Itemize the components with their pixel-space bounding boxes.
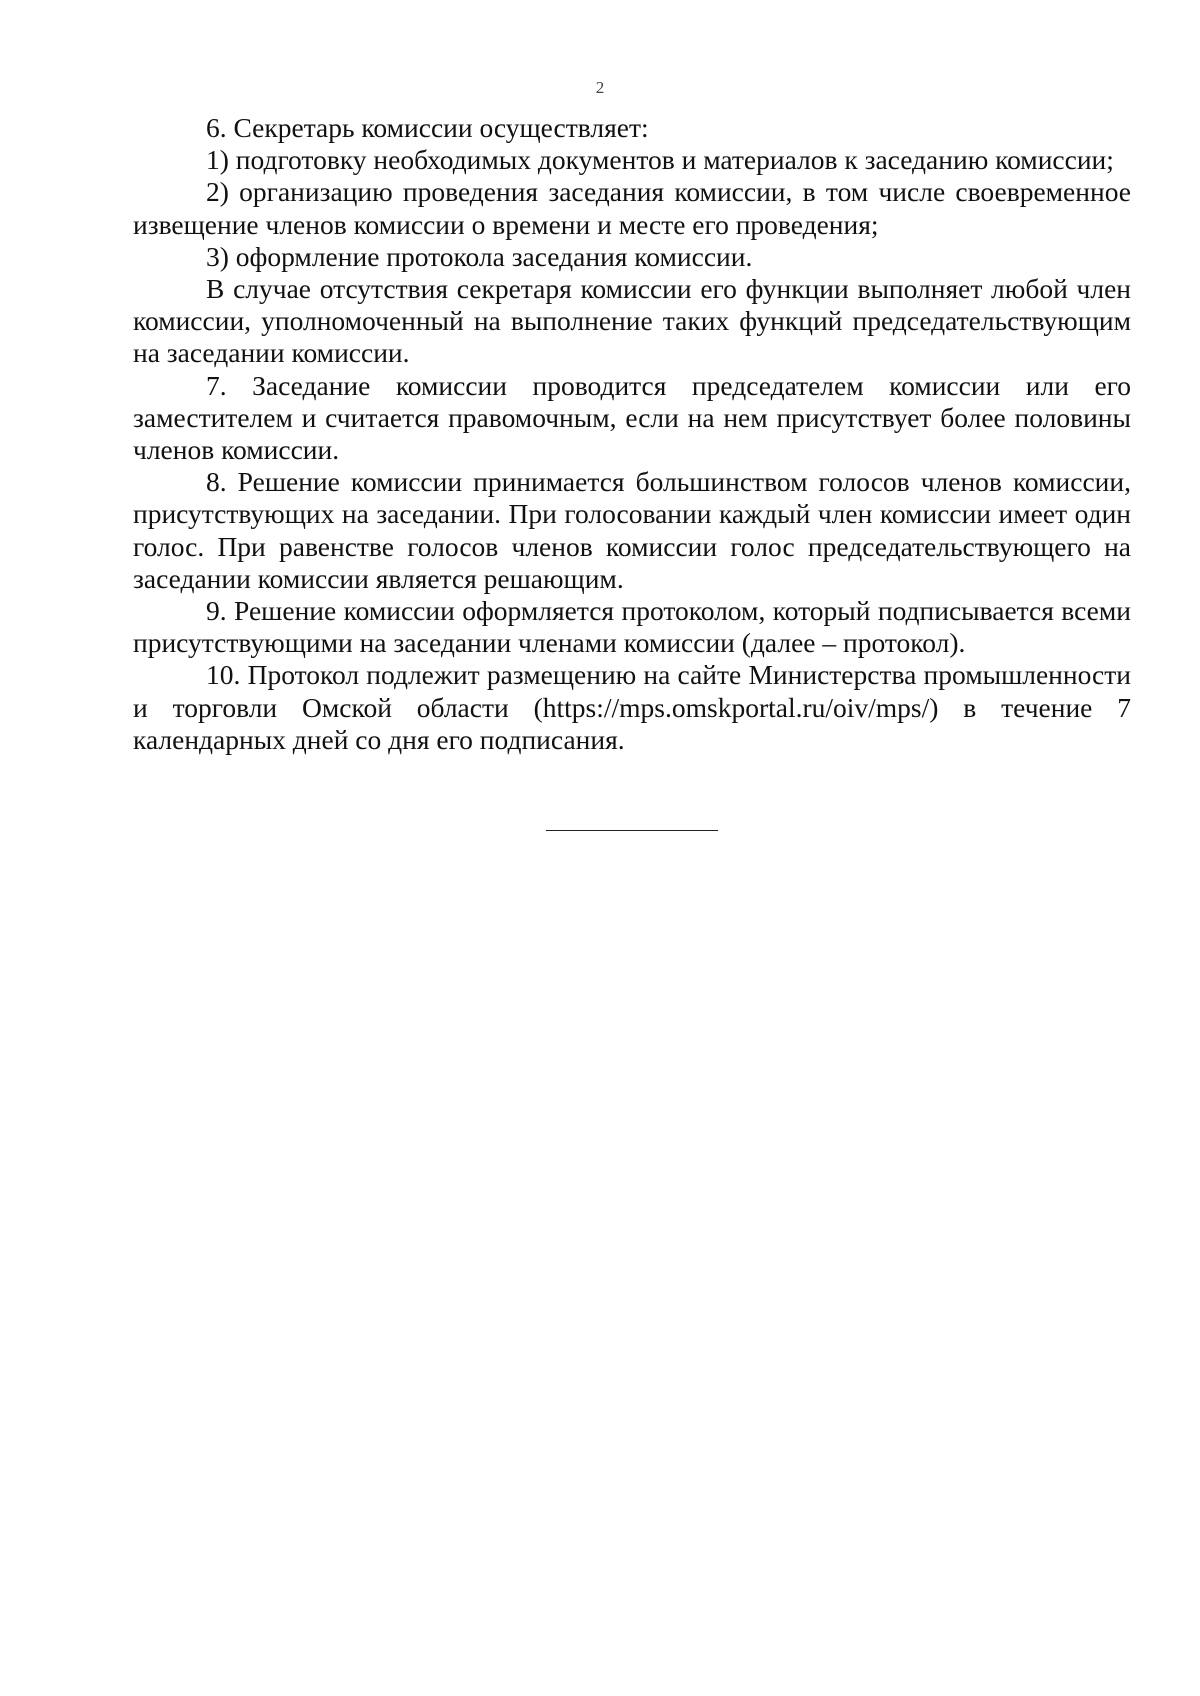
paragraph-decision-voting: 8. Решение комиссии принимается большинством голосов членов комиссии, присутствующих на заседании. При голосовании каждый член комиссии имеет один голос. При равенстве голосов членов комиссии голос председательствующего на заседании комиссии является решающим. bbox=[133, 466, 1131, 594]
paragraph-duty-1: 1) подготовку необходимых документов и материалов к заседанию комиссии; bbox=[206, 144, 1114, 176]
page-number: 2 bbox=[595, 78, 605, 97]
paragraph-protocol-publication: 10. Протокол подлежит размещению на сайте Министерства промышленности и торговли Омской области (https://mps.omskportal.ru/oiv/mps/) в течение 7 календарных дней со дня его подписания. bbox=[133, 659, 1131, 755]
end-of-document-rule bbox=[546, 830, 718, 831]
paragraph-secretary-duties: 6. Секретарь комиссии осуществляет: bbox=[206, 112, 649, 143]
paragraph-secretary-absence: В случае отсутствия секретаря комиссии его функции выполняет любой член комиссии, уполномоченный на выполнение таких функций председательствующим на заседании комиссии. bbox=[133, 273, 1131, 369]
paragraph-decision-protocol: 9. Решение комиссии оформляется протоколом, который подписывается всеми присутствующими на заседании членами комиссии (далее – протокол). bbox=[133, 595, 1131, 659]
paragraph-duty-3: 3) оформление протокола заседания комиссии. bbox=[206, 240, 753, 272]
document-body bbox=[133, 112, 1131, 756]
paragraph-duty-2: 2) организацию проведения заседания комиссии, в том числе своевременное извещение членов комиссии о времени и месте его проведения; bbox=[133, 176, 1131, 240]
paragraph-meeting-quorum: 7. Заседание комиссии проводится председателем комиссии или его заместителем и считается правомочным, если на нем присутствует более половины членов комиссии. bbox=[133, 369, 1131, 466]
